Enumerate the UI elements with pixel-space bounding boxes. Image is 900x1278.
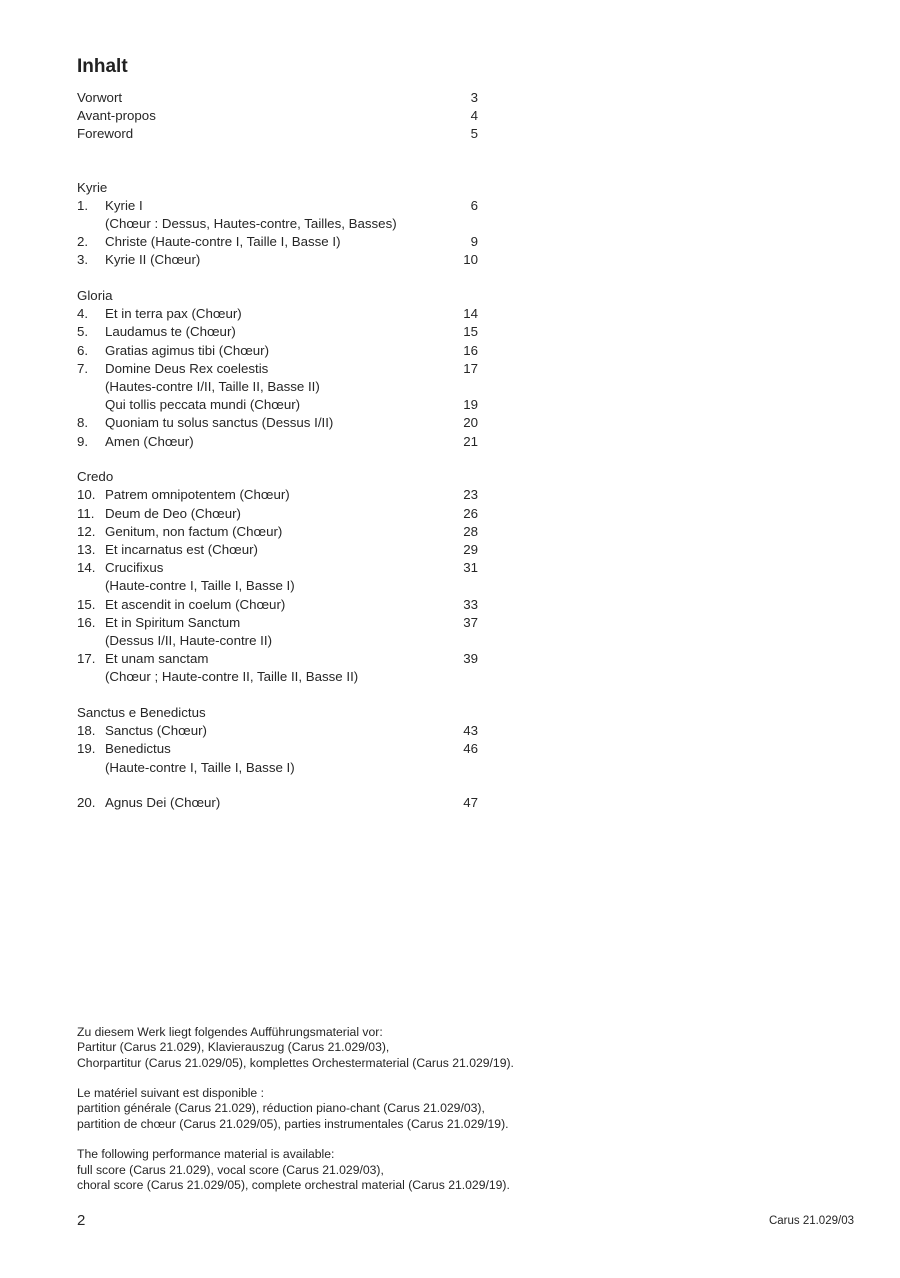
entry-number: 19. bbox=[77, 741, 96, 757]
toc-entry bbox=[77, 614, 482, 632]
entry-page: 14 bbox=[463, 306, 478, 322]
section-heading-credo: Credo bbox=[77, 469, 114, 485]
entry-page: 37 bbox=[463, 614, 478, 630]
toc-entry-subline bbox=[77, 668, 482, 686]
entry-title: Amen (Chœur) bbox=[105, 433, 194, 449]
entry-title: Sanctus (Chœur) bbox=[105, 723, 207, 739]
entry-number: 9. bbox=[77, 433, 89, 449]
toc-entry bbox=[77, 360, 482, 378]
toc-entry bbox=[77, 722, 482, 740]
toc-entry bbox=[77, 197, 482, 215]
entry-title: Foreword bbox=[77, 126, 134, 142]
entry-page: 31 bbox=[463, 560, 478, 576]
entry-page: 4 bbox=[470, 108, 478, 124]
entry-number: 10. bbox=[77, 487, 96, 503]
toc-entry bbox=[77, 794, 482, 812]
entry-page: 39 bbox=[463, 651, 478, 667]
entry-title: Patrem omnipotentem (Chœur) bbox=[105, 487, 290, 503]
entry-page: 6 bbox=[470, 197, 478, 213]
toc-entry-subline bbox=[77, 632, 482, 650]
entry-page: 28 bbox=[463, 523, 478, 539]
toc-entry bbox=[77, 107, 482, 125]
notes-french: Le matériel suivant est disponible : partition générale (Carus 21.029), réduction piano-chant (Carus 21.029/03), partition de chœur (Carus 21.029/05), parties instrumentales (Carus 21.029/19). bbox=[77, 1086, 509, 1131]
entry-page: 29 bbox=[463, 541, 478, 557]
entry-number: 2. bbox=[77, 234, 89, 250]
toc-entry-subline bbox=[77, 759, 482, 777]
toc-entry-subline bbox=[77, 378, 482, 396]
toc-entry bbox=[77, 433, 482, 451]
entry-page: 26 bbox=[463, 505, 478, 521]
entry-page: 15 bbox=[463, 324, 478, 340]
entry-title: Et in terra pax (Chœur) bbox=[105, 306, 242, 322]
entry-title: Kyrie II (Chœur) bbox=[105, 252, 201, 268]
entry-number: 17. bbox=[77, 651, 96, 667]
page-number: 2 bbox=[77, 1212, 86, 1229]
toc-entry bbox=[77, 486, 482, 504]
entry-title: Et in Spiritum Sanctum bbox=[105, 614, 241, 630]
entry-number: 5. bbox=[77, 324, 89, 340]
entry-number: 11. bbox=[77, 505, 95, 521]
section-heading-kyrie: Kyrie bbox=[77, 179, 108, 195]
entry-title: Domine Deus Rex coelestis bbox=[105, 360, 269, 376]
entry-title: Laudamus te (Chœur) bbox=[105, 324, 236, 340]
entry-number: 7. bbox=[77, 360, 89, 376]
entry-title: Christe (Haute-contre I, Taille I, Basse I) bbox=[105, 234, 341, 250]
entry-number: 15. bbox=[77, 596, 96, 612]
entry-number: 4. bbox=[77, 306, 89, 322]
toc-entry-subline bbox=[77, 577, 482, 595]
entry-title: Qui tollis peccata mundi (Chœur) bbox=[105, 397, 301, 413]
entry-number: 14. bbox=[77, 560, 96, 576]
toc-entry bbox=[77, 740, 482, 758]
entry-title: (Haute-contre I, Taille I, Basse I) bbox=[105, 759, 295, 775]
entry-title: Avant-propos bbox=[77, 108, 156, 124]
entry-page: 3 bbox=[470, 90, 478, 105]
performance-material-notes bbox=[77, 1025, 777, 1209]
toc-entry-subline bbox=[77, 215, 482, 233]
toc-entry bbox=[77, 342, 482, 360]
entry-title: (Haute-contre I, Taille I, Basse I) bbox=[105, 578, 295, 594]
section-heading-sanctus: Sanctus e Benedictus bbox=[77, 704, 206, 720]
entry-page: 19 bbox=[463, 397, 478, 413]
toc-entry bbox=[77, 89, 482, 107]
toc-entry bbox=[77, 125, 482, 143]
toc-entry bbox=[77, 523, 482, 541]
entry-title: Genitum, non factum (Chœur) bbox=[105, 523, 283, 539]
entry-page: 5 bbox=[470, 126, 478, 142]
entry-number: 18. bbox=[77, 723, 96, 739]
entry-number: 8. bbox=[77, 415, 89, 431]
entry-title: (Hautes-contre I/II, Taille II, Basse II) bbox=[105, 378, 320, 394]
entry-number: 16. bbox=[77, 614, 96, 630]
entry-page: 10 bbox=[463, 252, 478, 268]
notes-english: The following performance material is available: full score (Carus 21.029), vocal score (Carus 21.029/03), choral score (Carus 21.029/05), complete orchestral material (Carus 21.029/19). bbox=[77, 1147, 510, 1192]
entry-page: 43 bbox=[463, 723, 478, 739]
entry-page: 33 bbox=[463, 596, 478, 612]
entry-title: Et unam sanctam bbox=[105, 651, 209, 667]
entry-page: 17 bbox=[463, 360, 478, 376]
entry-title: Agnus Dei (Chœur) bbox=[105, 795, 221, 811]
notes-german: Zu diesem Werk liegt folgendes Aufführungsmaterial vor: Partitur (Carus 21.029), Klavierauszug (Carus 21.029/03), Chorpartitur (Carus 21.029/05), komplettes Orchestermaterial (Carus 21.029/19). bbox=[77, 1025, 514, 1070]
entry-page: 20 bbox=[463, 415, 478, 431]
entry-title: Kyrie I bbox=[105, 197, 143, 213]
entry-title: Et ascendit in coelum (Chœur) bbox=[105, 596, 286, 612]
toc-entry bbox=[77, 233, 482, 251]
table-of-contents bbox=[77, 89, 482, 812]
toc-entry bbox=[77, 323, 482, 341]
entry-title: Benedictus bbox=[105, 741, 171, 757]
entry-number: 20. bbox=[77, 795, 96, 811]
entry-title: Quoniam tu solus sanctus (Dessus I/II) bbox=[105, 415, 334, 431]
toc-entry bbox=[77, 396, 482, 414]
toc-entry bbox=[77, 650, 482, 668]
entry-title: (Chœur ; Haute-contre II, Taille II, Basse II) bbox=[105, 669, 359, 685]
entry-page: 16 bbox=[463, 342, 478, 358]
entry-title: Vorwort bbox=[77, 90, 123, 105]
section-heading-gloria: Gloria bbox=[77, 288, 113, 303]
toc-entry bbox=[77, 305, 482, 323]
toc-entry bbox=[77, 505, 482, 523]
entry-page: 9 bbox=[470, 234, 478, 250]
entry-title: Crucifixus bbox=[105, 560, 164, 576]
toc-entry bbox=[77, 251, 482, 269]
entry-title: Gratias agimus tibi (Chœur) bbox=[105, 342, 270, 358]
entry-number: 1. bbox=[77, 197, 89, 213]
entry-title: Deum de Deo (Chœur) bbox=[105, 505, 241, 521]
entry-page: 47 bbox=[463, 795, 478, 811]
entry-title: (Chœur : Dessus, Hautes-contre, Tailles, Basses) bbox=[105, 215, 397, 231]
toc-entry bbox=[77, 559, 482, 577]
toc-entry bbox=[77, 414, 482, 432]
entry-number: 3. bbox=[77, 252, 89, 268]
entry-page: 21 bbox=[463, 433, 478, 449]
catalog-number: Carus 21.029/03 bbox=[768, 1215, 854, 1227]
entry-page: 23 bbox=[463, 487, 478, 503]
entry-title: Et incarnatus est (Chœur) bbox=[105, 541, 258, 557]
page-title: Inhalt bbox=[77, 56, 128, 77]
toc-entry bbox=[77, 541, 482, 559]
entry-title: (Dessus I/II, Haute-contre II) bbox=[105, 632, 273, 648]
entry-number: 12. bbox=[77, 523, 96, 539]
entry-number: 13. bbox=[77, 541, 96, 557]
entry-page: 46 bbox=[463, 741, 478, 757]
toc-entry bbox=[77, 596, 482, 614]
entry-number: 6. bbox=[77, 342, 89, 358]
